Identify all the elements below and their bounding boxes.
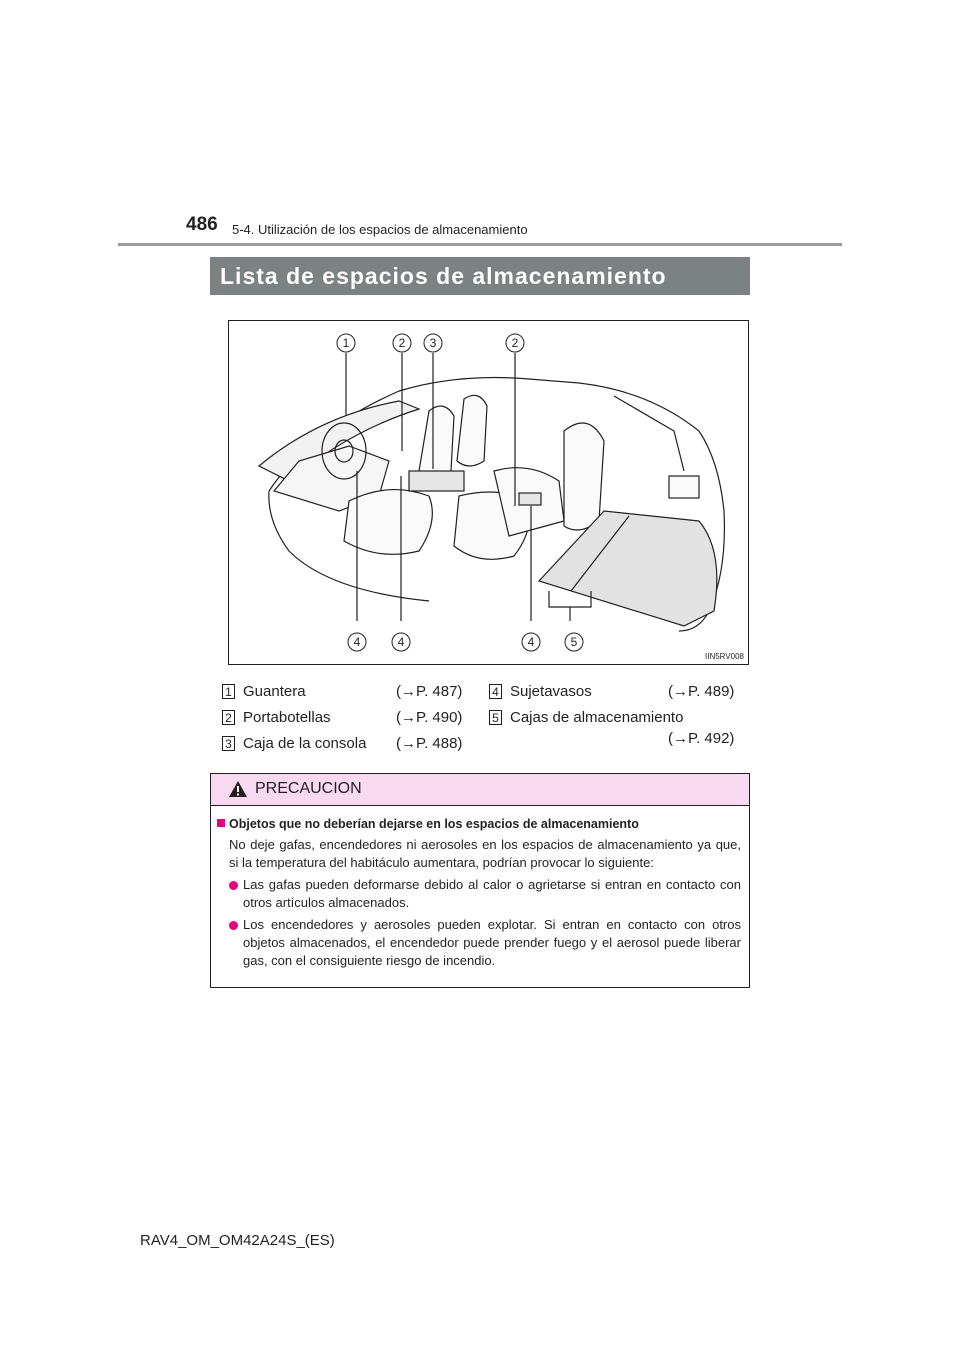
legend-number: 3 <box>222 736 235 751</box>
callout-4b-bottom: 4 <box>397 635 405 649</box>
caution-intro: No deje gafas, encendedores ni aerosoles en los espacios de almacenamiento ya que, si la temperatura del habitáculo aumentara, podrían provocar lo siguiente: <box>229 837 741 870</box>
callout-2b-top: 2 <box>511 336 519 350</box>
legend-page-ref: (→P. 489) <box>668 683 735 700</box>
caution-bullet-2: Los encendedores y aerosoles pueden explotar. Si entran en contacto con otros objetos almacenados, el encendedor puede prender fuego y el aerosol puede liberar gas, con el consiguiente riesgo de incendio. <box>243 917 741 968</box>
callout-3-top: 3 <box>429 336 437 350</box>
legend-number: 5 <box>489 710 502 725</box>
callout-5-bottom: 5 <box>570 635 578 649</box>
legend-page-ref: (→P. 492) <box>668 730 735 747</box>
warning-triangle-icon <box>228 780 248 798</box>
page-number: 486 <box>186 214 218 235</box>
figure-code: IIN5RV008 <box>705 652 744 661</box>
callout-1-top: 1 <box>342 336 350 350</box>
page-title: Lista de espacios de almacenamiento <box>210 257 750 295</box>
caution-header <box>211 774 749 806</box>
legend-page-ref: (→P. 488) <box>396 735 463 752</box>
legend-number: 2 <box>222 710 235 725</box>
vehicle-interior-drawing <box>229 321 750 666</box>
callout-4a-bottom: 4 <box>353 635 361 649</box>
header-divider <box>118 243 842 246</box>
legend-number: 4 <box>489 684 502 699</box>
legend-label: Cajas de almacenamiento <box>510 709 684 726</box>
legend-number: 1 <box>222 684 235 699</box>
legend-label: Guantera <box>243 683 306 700</box>
caution-bullet-1: Las gafas pueden deformarse debido al calor o agrietarse si entran en contacto con otros artículos almacenados. <box>243 877 741 910</box>
legend-label: Portabotellas <box>243 709 331 726</box>
square-bullet-icon <box>217 819 225 827</box>
callout-2-top: 2 <box>398 336 406 350</box>
footer-doc-code: RAV4_OM_OM42A24S_(ES) <box>140 1232 335 1249</box>
round-bullet-icon <box>229 921 238 930</box>
callout-4c-bottom: 4 <box>527 635 535 649</box>
legend-page-ref: (→P. 487) <box>396 683 463 700</box>
legend-page-ref: (→P. 490) <box>396 709 463 726</box>
round-bullet-icon <box>229 881 238 890</box>
caution-box <box>210 773 750 988</box>
section-breadcrumb: 5-4. Utilización de los espacios de almacenamiento <box>232 222 528 237</box>
legend-label: Sujetavasos <box>510 683 592 700</box>
caution-heading: Objetos que no deberían dejarse en los espacios de almacenamiento <box>229 817 639 831</box>
legend-label: Caja de la consola <box>243 735 367 752</box>
caution-title: PRECAUCION <box>255 780 362 797</box>
storage-illustration <box>228 320 749 665</box>
